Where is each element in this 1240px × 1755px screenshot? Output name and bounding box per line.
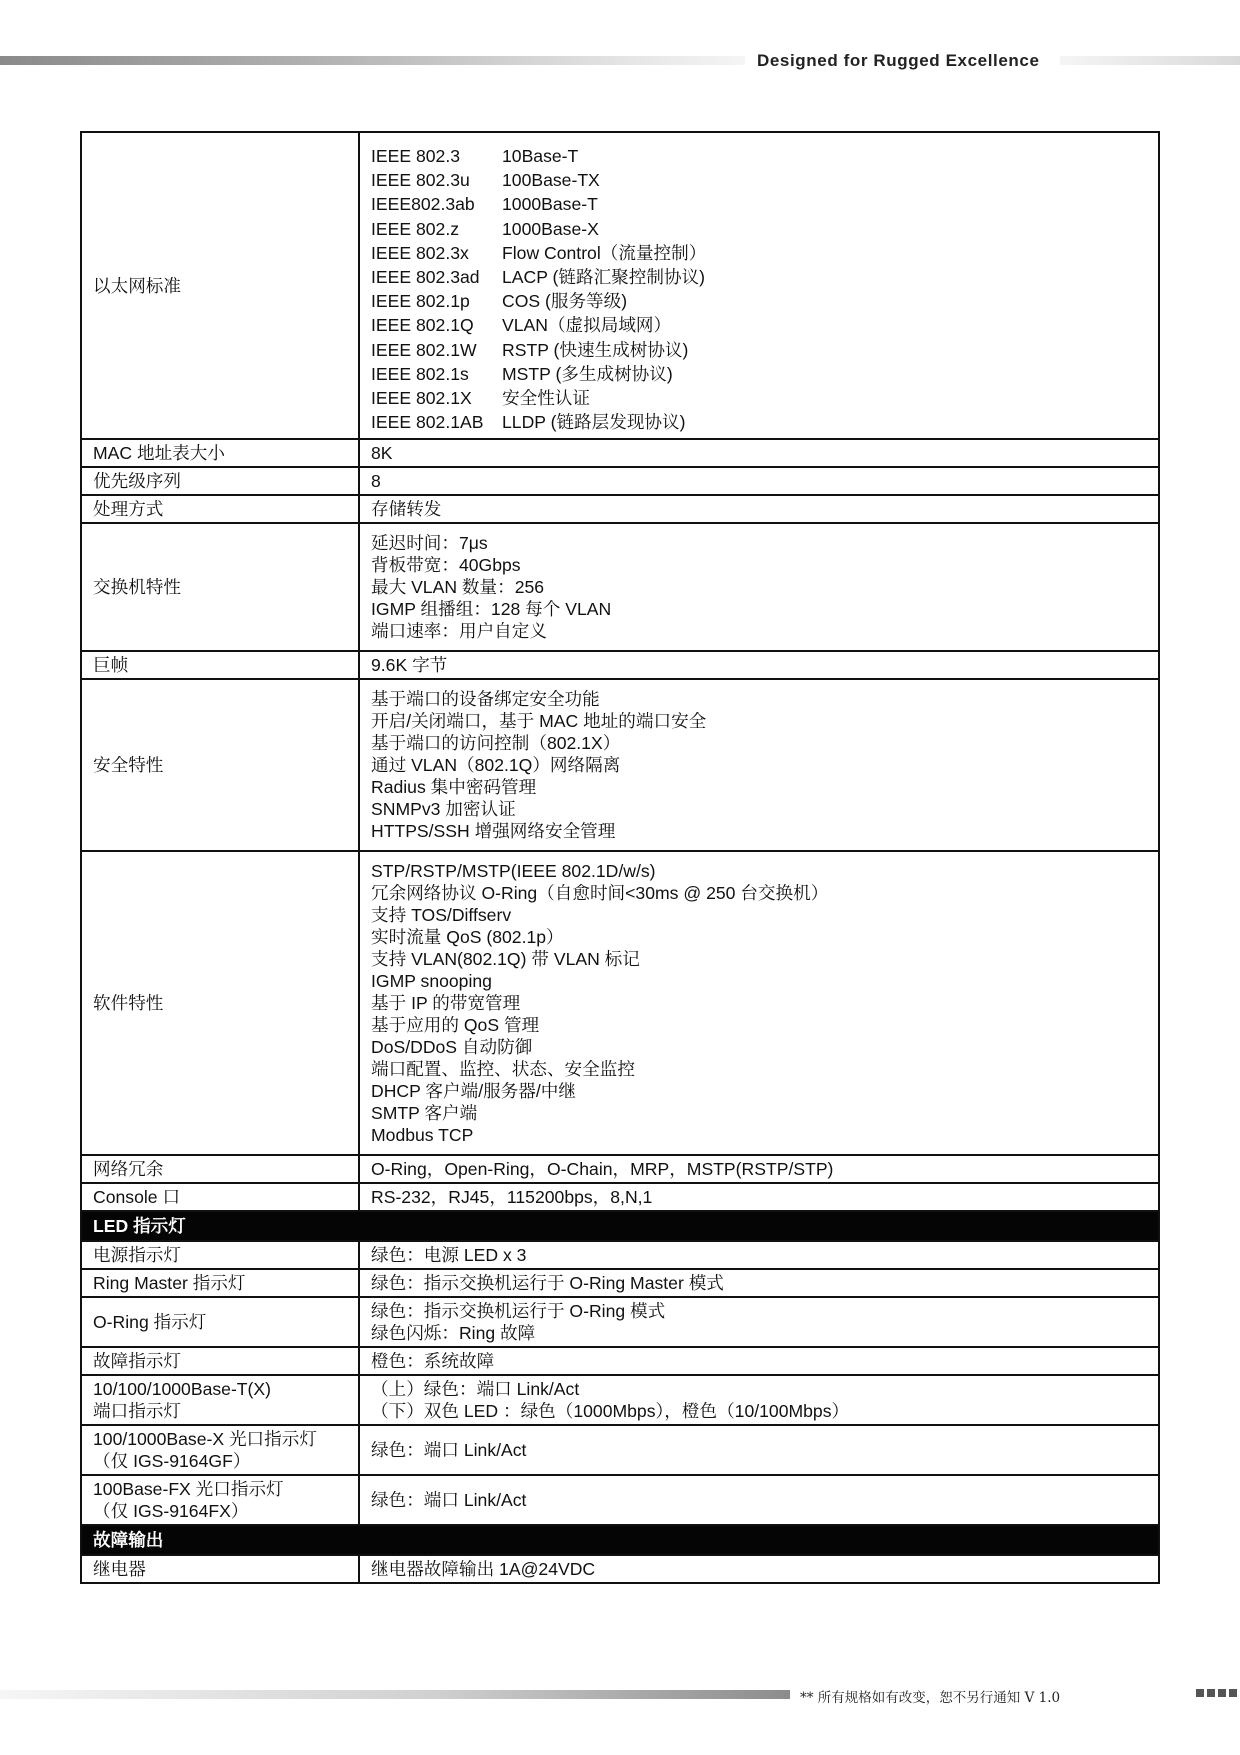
spec-value-line: 存储转发	[371, 499, 442, 520]
spec-label	[81, 1475, 359, 1525]
spec-value-line: 背板带宽：40Gbps	[371, 555, 521, 576]
footer-squares	[1196, 1689, 1240, 1697]
spec-row	[81, 1155, 1159, 1183]
spec-group-general	[81, 132, 1159, 1211]
spec-row	[81, 439, 1159, 467]
standard-id: IEEE 802.1X	[371, 388, 472, 409]
spec-row	[81, 523, 1159, 651]
spec-label-line: 100Base-FX 光口指示灯	[93, 1479, 284, 1500]
spec-label	[81, 1297, 359, 1347]
spec-label-line: MAC 地址表大小	[93, 443, 225, 464]
standard-line	[371, 313, 1147, 337]
spec-label	[81, 651, 359, 679]
spec-value-line: 绿色闪烁：Ring 故障	[371, 1323, 536, 1344]
standard-desc: 1000Base-T	[502, 194, 598, 215]
spec-value-line: 端口配置、监控、状态、安全监控	[371, 1059, 635, 1080]
spec-row	[81, 495, 1159, 523]
spec-label	[81, 1347, 359, 1375]
spec-value-line: 绿色：端口 Link/Act	[371, 1440, 527, 1461]
spec-value-line: 绿色：指示交换机运行于 O-Ring 模式	[371, 1301, 666, 1322]
spec-value-line: HTTPS/SSH 增强网络安全管理	[371, 821, 616, 842]
spec-label-line: 电源指示灯	[93, 1245, 181, 1266]
spec-row	[81, 1375, 1159, 1425]
spec-value-line: （下）双色 LED ：绿色（1000Mbps），橙色（10/100Mbps）	[371, 1401, 850, 1422]
spec-value	[359, 1425, 1159, 1475]
standard-desc: COS (服务等级)	[502, 291, 628, 312]
spec-value	[359, 132, 1159, 439]
spec-label	[81, 1375, 359, 1425]
spec-label-line: O-Ring 指示灯	[93, 1312, 207, 1333]
spec-row	[81, 132, 1159, 439]
spec-value	[359, 851, 1159, 1155]
spec-label-line: 优先级序列	[93, 471, 181, 492]
standard-line	[371, 192, 1147, 216]
spec-value-line: Modbus TCP	[371, 1125, 474, 1146]
spec-value	[359, 1269, 1159, 1297]
spec-value-line: RS-232，RJ45，115200bps，8,N,1	[371, 1187, 653, 1208]
spec-group-fault	[81, 1555, 1159, 1583]
spec-value	[359, 439, 1159, 467]
spec-label	[81, 1269, 359, 1297]
spec-row	[81, 1241, 1159, 1269]
spec-value	[359, 1241, 1159, 1269]
spec-value-line: 实时流量 QoS (802.1p）	[371, 927, 564, 948]
spec-label-line: 10/100/1000Base-T(X)	[93, 1379, 271, 1400]
spec-label	[81, 1155, 359, 1183]
spec-label	[81, 1555, 359, 1583]
spec-label	[81, 439, 359, 467]
standard-line	[371, 362, 1147, 386]
spec-value-line: 支持 TOS/Diffserv	[371, 905, 512, 926]
spec-group-led	[81, 1241, 1159, 1525]
spec-value-line: STP/RSTP/MSTP(IEEE 802.1D/w/s)	[371, 861, 656, 882]
section-header-fault: 故障输出	[81, 1525, 1159, 1555]
spec-value	[359, 679, 1159, 851]
footer-rule	[0, 1690, 790, 1699]
standard-line	[371, 144, 1147, 168]
spec-row	[81, 1555, 1159, 1583]
standard-desc: VLAN（虚拟局域网）	[502, 315, 672, 336]
spec-value	[359, 1347, 1159, 1375]
spec-label	[81, 523, 359, 651]
spec-label-line: 端口指示灯	[93, 1401, 181, 1422]
spec-value-line: SMTP 客户端	[371, 1103, 478, 1124]
section-header-led: LED 指示灯	[81, 1211, 1159, 1241]
spec-label-line: 处理方式	[93, 499, 164, 520]
spec-row	[81, 851, 1159, 1155]
header-rule	[0, 56, 745, 65]
spec-value-line: 最大 VLAN 数量：256	[371, 577, 545, 598]
spec-label	[81, 851, 359, 1155]
spec-value-line: 8K	[371, 443, 393, 464]
spec-value-line: IGMP 组播组：128 每个 VLAN	[371, 599, 612, 620]
standard-id: IEEE802.3ab	[371, 194, 475, 215]
standard-id: IEEE 802.z	[371, 218, 460, 239]
spec-value-line: 9.6K 字节	[371, 655, 448, 676]
spec-value	[359, 651, 1159, 679]
header-rule-right	[1060, 56, 1240, 65]
spec-value-line: 绿色：端口 Link/Act	[371, 1490, 527, 1511]
standard-desc: 100Base-TX	[502, 170, 600, 191]
standard-id: IEEE 802.3x	[371, 242, 469, 263]
spec-label	[81, 467, 359, 495]
spec-value-line: 基于端口的访问控制（802.1X）	[371, 733, 621, 754]
standard-line	[371, 338, 1147, 362]
spec-section-fault	[81, 1525, 1159, 1555]
spec-value	[359, 1297, 1159, 1347]
spec-value-line: 绿色：指示交换机运行于 O-Ring Master 模式	[371, 1273, 724, 1294]
spec-label-line: 巨帧	[93, 655, 129, 676]
spec-value-line: 开启/关闭端口，基于 MAC 地址的端口安全	[371, 711, 707, 732]
spec-value-line: 延迟时间：7μs	[371, 533, 488, 554]
spec-label	[81, 132, 359, 439]
spec-value-line: Radius 集中密码管理	[371, 777, 537, 798]
spec-value-line: 继电器故障输出 1A@24VDC	[371, 1559, 596, 1580]
spec-label-line: 软件特性	[93, 993, 164, 1014]
spec-label	[81, 679, 359, 851]
standard-desc: LACP (链路汇聚控制协议)	[502, 267, 705, 288]
spec-label-line: Ring Master 指示灯	[93, 1273, 246, 1294]
standard-line	[371, 265, 1147, 289]
spec-value	[359, 1555, 1159, 1583]
spec-value	[359, 495, 1159, 523]
header-tagline: Designed for Rugged Excellence	[757, 51, 1040, 70]
spec-row	[81, 467, 1159, 495]
spec-label	[81, 1425, 359, 1475]
spec-value	[359, 1475, 1159, 1525]
spec-label-line: 100/1000Base-X 光口指示灯	[93, 1429, 317, 1450]
spec-row	[81, 1269, 1159, 1297]
spec-value-line: （上）绿色：端口 Link/Act	[371, 1379, 580, 1400]
standard-line	[371, 289, 1147, 313]
spec-value-line: 通过 VLAN（802.1Q）网络隔离	[371, 755, 621, 776]
spec-value-line: O-Ring，Open-Ring，O-Chain，MRP，MSTP(RSTP/STP)	[371, 1159, 834, 1180]
standard-id: IEEE 802.3	[371, 146, 461, 166]
spec-label	[81, 495, 359, 523]
spec-value-line: 基于应用的 QoS 管理	[371, 1015, 540, 1036]
spec-section-led	[81, 1211, 1159, 1241]
spec-row	[81, 1475, 1159, 1525]
footer-note: ** 所有规格如有改变，恕不另行通知 V 1.0	[800, 1690, 1061, 1706]
spec-label-line: 网络冗余	[93, 1159, 164, 1180]
spec-label-line: 以太网标准	[93, 275, 181, 296]
spec-value	[359, 523, 1159, 651]
standard-desc: 10Base-T	[502, 146, 579, 166]
spec-value-line: DoS/DDoS 自动防御	[371, 1037, 533, 1058]
spec-row	[81, 679, 1159, 851]
spec-value	[359, 467, 1159, 495]
spec-label-line: （仅 IGS-9164GF）	[93, 1451, 251, 1472]
spec-value-line: 8	[371, 471, 381, 492]
standard-desc: LLDP (链路层发现协议)	[502, 412, 686, 433]
spec-value-line: DHCP 客户端/服务器/中继	[371, 1081, 576, 1102]
spec-label-line: 故障指示灯	[93, 1351, 181, 1372]
standard-id: IEEE 802.1AB	[371, 412, 484, 433]
spec-value-line: IGMP snooping	[371, 971, 492, 992]
spec-value-line: 绿色：电源 LED x 3	[371, 1245, 527, 1266]
spec-value-line: 橙色：系统故障	[371, 1351, 495, 1372]
spec-value-line: 基于端口的设备绑定安全功能	[371, 689, 600, 710]
standard-desc: 1000Base-X	[502, 218, 599, 239]
spec-label-line: 交换机特性	[93, 577, 181, 598]
spec-value	[359, 1183, 1159, 1211]
spec-label-line: （仅 IGS-9164FX）	[93, 1501, 249, 1522]
spec-table	[80, 131, 1160, 1584]
standard-id: IEEE 802.3u	[371, 170, 470, 191]
spec-row	[81, 1297, 1159, 1347]
spec-row	[81, 1183, 1159, 1211]
spec-value-line: 支持 VLAN(802.1Q) 带 VLAN 标记	[371, 949, 640, 970]
standard-line	[371, 217, 1147, 241]
spec-label-line: 继电器	[93, 1559, 146, 1580]
spec-row	[81, 651, 1159, 679]
standard-desc: RSTP (快速生成树协议)	[502, 339, 689, 360]
standard-line	[371, 410, 1147, 434]
spec-value-line: 冗余网络协议 O-Ring（自愈时间<30ms @ 250 台交换机）	[371, 883, 829, 904]
spec-value-line: 基于 IP 的带宽管理	[371, 993, 521, 1014]
spec-value	[359, 1155, 1159, 1183]
standard-line	[371, 168, 1147, 192]
standard-desc: Flow Control（流量控制）	[502, 242, 707, 263]
standard-desc: 安全性认证	[502, 388, 590, 409]
spec-value-line: SNMPv3 加密认证	[371, 799, 516, 820]
standard-line	[371, 241, 1147, 265]
standard-id: IEEE 802.1p	[371, 291, 470, 312]
spec-row	[81, 1425, 1159, 1475]
spec-row	[81, 1347, 1159, 1375]
spec-label	[81, 1241, 359, 1269]
standard-desc: MSTP (多生成树协议)	[502, 363, 673, 384]
spec-label-line: 安全特性	[93, 755, 164, 776]
spec-label	[81, 1183, 359, 1211]
standard-id: IEEE 802.1W	[371, 339, 477, 360]
standard-id: IEEE 802.3ad	[371, 267, 480, 288]
spec-value	[359, 1375, 1159, 1425]
standard-id: IEEE 802.1s	[371, 363, 469, 384]
standard-line	[371, 386, 1147, 410]
spec-label-line: Console 口	[93, 1187, 181, 1208]
standard-id: IEEE 802.1Q	[371, 315, 474, 336]
spec-value-line: 端口速率：用户自定义	[371, 621, 547, 642]
